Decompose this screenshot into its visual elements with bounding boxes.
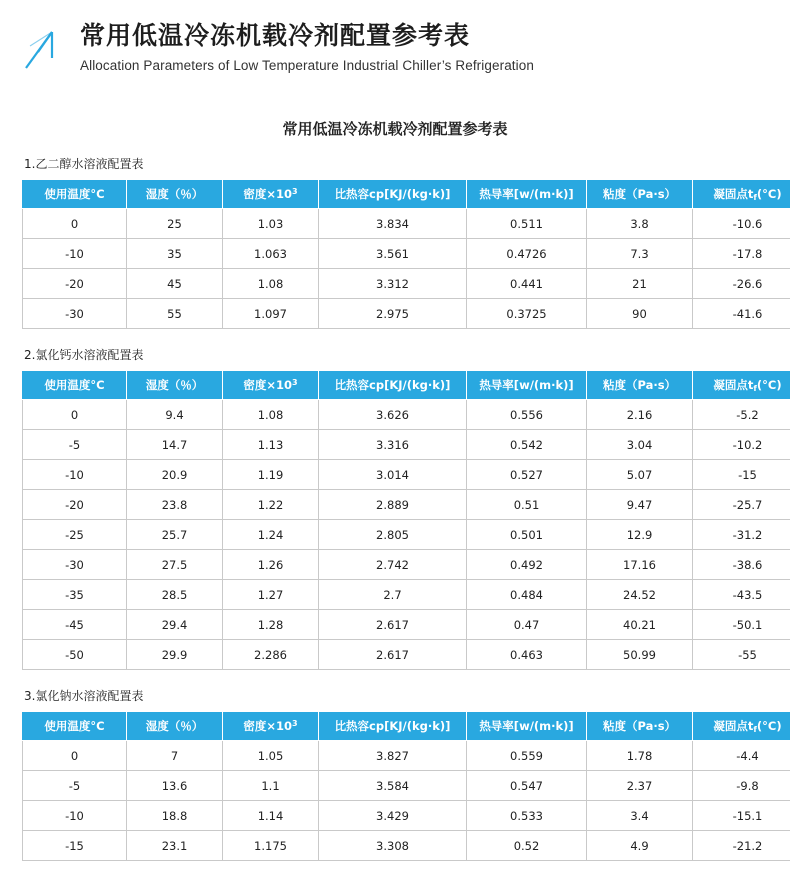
cell-specific-heat: 3.827 — [319, 741, 467, 771]
page-header — [0, 0, 790, 84]
section-sodium-chloride — [22, 687, 782, 861]
cell-humidity: 23.1 — [127, 831, 223, 861]
table-row — [23, 580, 790, 610]
cell-humidity: 29.9 — [127, 640, 223, 670]
cell-temperature: -20 — [23, 490, 127, 520]
cell-density: 1.03 — [223, 209, 319, 239]
cell-humidity: 18.8 — [127, 801, 223, 831]
cell-viscosity: 40.21 — [587, 610, 693, 640]
column-header-conductivity: 热导率[w/(m·k)] — [467, 712, 587, 741]
table-row — [23, 771, 790, 801]
cell-conductivity: 0.3725 — [467, 299, 587, 329]
cell-humidity: 9.4 — [127, 400, 223, 430]
cell-viscosity: 21 — [587, 269, 693, 299]
column-header-freezing-point: 凝固点$t_f(^\circ C)$ — [693, 712, 790, 741]
section-calcium-chloride — [22, 346, 782, 670]
cell-freezing-point: -38.6 — [693, 550, 790, 580]
table-row — [23, 741, 790, 771]
cell-humidity: 13.6 — [127, 771, 223, 801]
column-header-specific-heat: 比热容cp[KJ/(kg·k)] — [319, 180, 467, 209]
cell-conductivity: 0.47 — [467, 610, 587, 640]
cell-temperature: -20 — [23, 269, 127, 299]
column-header-density: 密度$\times 10^3$ — [223, 180, 319, 209]
section-label: 3.氯化钠水溶液配置表 — [24, 689, 144, 703]
table-row — [23, 831, 790, 861]
column-header-temperature: 使用温度°C — [23, 371, 127, 400]
table-row — [23, 299, 790, 329]
cell-specific-heat: 3.312 — [319, 269, 467, 299]
cell-temperature: 0 — [23, 400, 127, 430]
cell-humidity: 55 — [127, 299, 223, 329]
cell-temperature: -10 — [23, 239, 127, 269]
cell-conductivity: 0.559 — [467, 741, 587, 771]
cell-specific-heat: 2.617 — [319, 610, 467, 640]
cell-temperature: -15 — [23, 831, 127, 861]
cell-conductivity: 0.484 — [467, 580, 587, 610]
table-row — [23, 640, 790, 670]
cell-density: 1.22 — [223, 490, 319, 520]
column-header-density: 密度$\times 10^3$ — [223, 712, 319, 741]
cell-density: 2.286 — [223, 640, 319, 670]
cell-specific-heat: 2.742 — [319, 550, 467, 580]
cell-density: 1.14 — [223, 801, 319, 831]
cell-conductivity: 0.492 — [467, 550, 587, 580]
cell-temperature: -35 — [23, 580, 127, 610]
table-row — [23, 209, 790, 239]
cell-specific-heat: 2.617 — [319, 640, 467, 670]
cell-density: 1.13 — [223, 430, 319, 460]
data-table — [22, 711, 790, 861]
cell-viscosity: 50.99 — [587, 640, 693, 670]
table-row — [23, 269, 790, 299]
cell-specific-heat: 3.429 — [319, 801, 467, 831]
cell-conductivity: 0.52 — [467, 831, 587, 861]
cell-conductivity: 0.556 — [467, 400, 587, 430]
cell-viscosity: 3.04 — [587, 430, 693, 460]
column-header-freezing-point: 凝固点$t_f(^\circ C)$ — [693, 371, 790, 400]
cell-temperature: -5 — [23, 771, 127, 801]
cell-viscosity: 3.4 — [587, 801, 693, 831]
table-header-row — [23, 180, 790, 209]
cell-specific-heat: 2.805 — [319, 520, 467, 550]
column-header-specific-heat: 比热容cp[KJ/(kg·k)] — [319, 712, 467, 741]
cell-specific-heat: 3.561 — [319, 239, 467, 269]
cell-freezing-point: -43.5 — [693, 580, 790, 610]
cell-humidity: 7 — [127, 741, 223, 771]
cell-conductivity: 0.533 — [467, 801, 587, 831]
cell-density: 1.097 — [223, 299, 319, 329]
cell-freezing-point: -15 — [693, 460, 790, 490]
header-text-group — [78, 22, 534, 73]
data-table — [22, 370, 790, 670]
cell-humidity: 14.7 — [127, 430, 223, 460]
cell-viscosity: 2.37 — [587, 771, 693, 801]
cell-temperature: -30 — [23, 550, 127, 580]
cell-viscosity: 4.9 — [587, 831, 693, 861]
cell-specific-heat: 3.316 — [319, 430, 467, 460]
cell-humidity: 28.5 — [127, 580, 223, 610]
cell-viscosity: 5.07 — [587, 460, 693, 490]
cell-humidity: 25 — [127, 209, 223, 239]
cell-freezing-point: -10.2 — [693, 430, 790, 460]
cell-freezing-point: -21.2 — [693, 831, 790, 861]
section-ethylene-glycol — [22, 155, 782, 329]
cell-freezing-point: -17.8 — [693, 239, 790, 269]
page-title: 常用低温冷冻机载冷剂配置参考表 — [80, 21, 471, 50]
cell-viscosity: 7.3 — [587, 239, 693, 269]
table-row — [23, 801, 790, 831]
cell-specific-heat: 3.014 — [319, 460, 467, 490]
column-header-viscosity: 粘度（Pa·s） — [587, 371, 693, 400]
cell-temperature: -10 — [23, 801, 127, 831]
cell-temperature: 0 — [23, 741, 127, 771]
cell-freezing-point: -15.1 — [693, 801, 790, 831]
page-subtitle: Allocation Parameters of Low Temperature Industrial Chiller’s Refrigeration — [80, 57, 534, 73]
cell-density: 1.26 — [223, 550, 319, 580]
table-header-row — [23, 371, 790, 400]
table-row — [23, 460, 790, 490]
cell-viscosity: 17.16 — [587, 550, 693, 580]
column-header-humidity: 湿度（％） — [127, 712, 223, 741]
cell-temperature: -50 — [23, 640, 127, 670]
table-row — [23, 400, 790, 430]
column-header-temperature: 使用温度°C — [23, 712, 127, 741]
column-header-specific-heat: 比热容cp[KJ/(kg·k)] — [319, 371, 467, 400]
cell-viscosity: 1.78 — [587, 741, 693, 771]
cell-specific-heat: 2.7 — [319, 580, 467, 610]
cell-conductivity: 0.4726 — [467, 239, 587, 269]
cell-specific-heat: 3.626 — [319, 400, 467, 430]
column-header-conductivity: 热导率[w/(m·k)] — [467, 371, 587, 400]
cell-specific-heat: 2.975 — [319, 299, 467, 329]
cell-density: 1.08 — [223, 400, 319, 430]
cell-specific-heat: 2.889 — [319, 490, 467, 520]
table-row — [23, 550, 790, 580]
section-label: 1.乙二醇水溶液配置表 — [24, 157, 144, 171]
cell-conductivity: 0.527 — [467, 460, 587, 490]
cell-temperature: -5 — [23, 430, 127, 460]
table-row — [23, 239, 790, 269]
cell-freezing-point: -4.4 — [693, 741, 790, 771]
cell-viscosity: 2.16 — [587, 400, 693, 430]
cell-humidity: 20.9 — [127, 460, 223, 490]
cell-viscosity: 9.47 — [587, 490, 693, 520]
table-row — [23, 520, 790, 550]
cell-density: 1.28 — [223, 610, 319, 640]
cell-humidity: 35 — [127, 239, 223, 269]
cell-freezing-point: -25.7 — [693, 490, 790, 520]
table-row — [23, 430, 790, 460]
cell-conductivity: 0.501 — [467, 520, 587, 550]
cell-humidity: 27.5 — [127, 550, 223, 580]
table-row — [23, 610, 790, 640]
cell-specific-heat: 3.834 — [319, 209, 467, 239]
column-header-viscosity: 粘度（Pa·s） — [587, 180, 693, 209]
cell-humidity: 45 — [127, 269, 223, 299]
cell-specific-heat: 3.308 — [319, 831, 467, 861]
cell-temperature: -30 — [23, 299, 127, 329]
column-header-temperature: 使用温度°C — [23, 180, 127, 209]
cell-temperature: -10 — [23, 460, 127, 490]
cell-viscosity: 3.8 — [587, 209, 693, 239]
cell-freezing-point: -9.8 — [693, 771, 790, 801]
document-title: 常用低温冷冻机载冷剂配置参考表 — [282, 120, 508, 138]
column-header-conductivity: 热导率[w/(m·k)] — [467, 180, 587, 209]
column-header-freezing-point: 凝固点$t_f(^\circ C)$ — [693, 180, 790, 209]
cell-freezing-point: -55 — [693, 640, 790, 670]
section-label: 2.氯化钙水溶液配置表 — [24, 348, 144, 362]
table-header-row — [23, 712, 790, 741]
cell-temperature: -25 — [23, 520, 127, 550]
cell-conductivity: 0.542 — [467, 430, 587, 460]
cell-temperature: -45 — [23, 610, 127, 640]
column-header-humidity: 湿度（％） — [127, 371, 223, 400]
cell-density: 1.24 — [223, 520, 319, 550]
cell-conductivity: 0.511 — [467, 209, 587, 239]
column-header-viscosity: 粘度（Pa·s） — [587, 712, 693, 741]
document-body — [0, 118, 790, 861]
cell-conductivity: 0.463 — [467, 640, 587, 670]
cell-humidity: 25.7 — [127, 520, 223, 550]
cell-humidity: 23.8 — [127, 490, 223, 520]
cell-density: 1.08 — [223, 269, 319, 299]
cell-viscosity: 24.52 — [587, 580, 693, 610]
cell-density: 1.175 — [223, 831, 319, 861]
cell-density: 1.27 — [223, 580, 319, 610]
checkmark-swoosh-icon — [22, 22, 78, 74]
cell-humidity: 29.4 — [127, 610, 223, 640]
cell-temperature: 0 — [23, 209, 127, 239]
cell-freezing-point: -50.1 — [693, 610, 790, 640]
cell-viscosity: 90 — [587, 299, 693, 329]
table-row — [23, 490, 790, 520]
cell-freezing-point: -26.6 — [693, 269, 790, 299]
column-header-humidity: 湿度（％） — [127, 180, 223, 209]
cell-density: 1.05 — [223, 741, 319, 771]
column-header-density: 密度$\times 10^3$ — [223, 371, 319, 400]
cell-freezing-point: -31.2 — [693, 520, 790, 550]
data-table — [22, 179, 790, 329]
cell-freezing-point: -10.6 — [693, 209, 790, 239]
cell-viscosity: 12.9 — [587, 520, 693, 550]
cell-conductivity: 0.51 — [467, 490, 587, 520]
cell-density: 1.1 — [223, 771, 319, 801]
cell-freezing-point: -41.6 — [693, 299, 790, 329]
cell-density: 1.063 — [223, 239, 319, 269]
cell-density: 1.19 — [223, 460, 319, 490]
cell-specific-heat: 3.584 — [319, 771, 467, 801]
cell-freezing-point: -5.2 — [693, 400, 790, 430]
cell-conductivity: 0.441 — [467, 269, 587, 299]
cell-conductivity: 0.547 — [467, 771, 587, 801]
